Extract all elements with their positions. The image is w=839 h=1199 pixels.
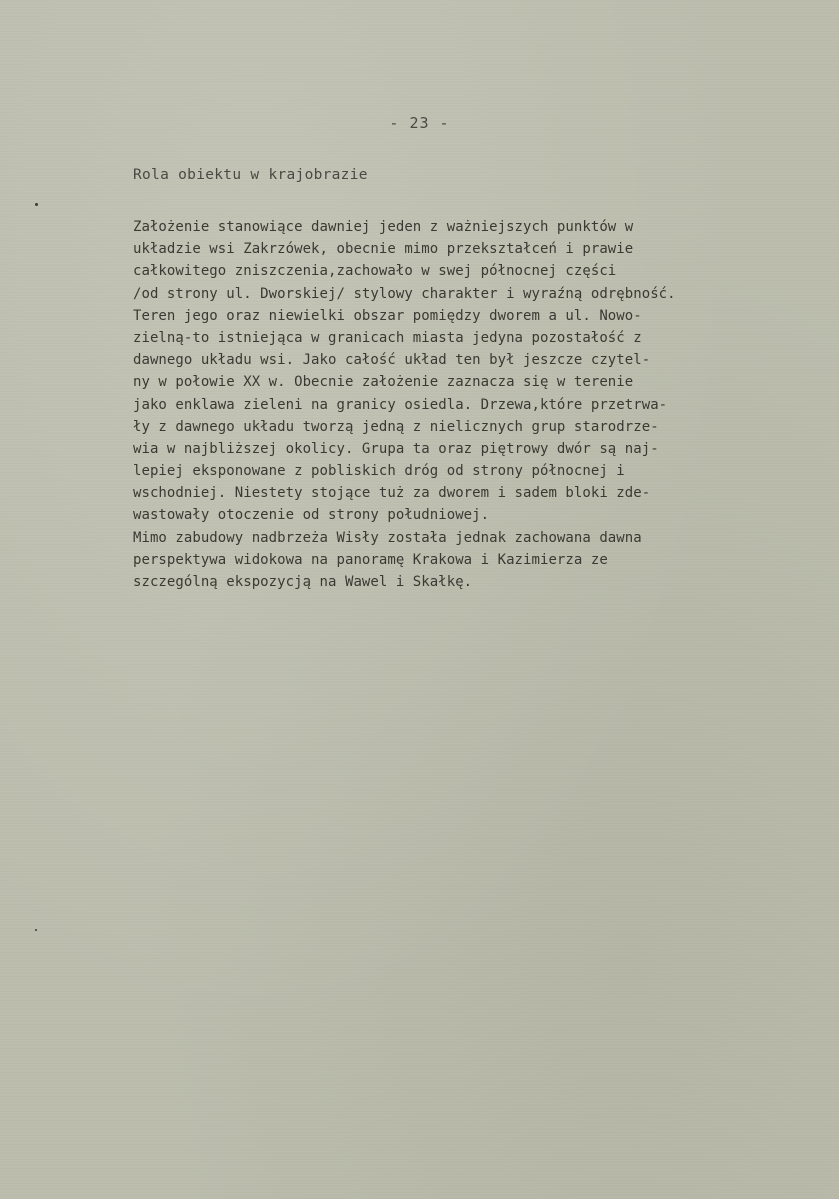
text-line: ły z dawnego układu tworzą jedną z nielicznych grup starodrze- [133, 418, 659, 435]
text-line: jako enklawa zieleni na granicy osiedla. Drzewa,które przetrwa- [133, 396, 668, 413]
text-line: /od strony ul. Dworskiej/ stylowy charakter i wyraźną odrębność. [133, 285, 676, 302]
text-line: ny w połowie XX w. Obecnie założenie zaznacza się w terenie [133, 374, 634, 391]
body-text [133, 216, 813, 593]
text-line: Mimo zabudowy nadbrzeża Wisły została jednak zachowana dawna [133, 529, 642, 546]
text-line: Założenie stanowiące dawniej jeden z ważniejszych punktów w [133, 219, 634, 235]
text-line: wia w najbliższej okolicy. Grupa ta oraz piętrowy dwór są naj- [133, 440, 659, 457]
text-line: lepiej eksponowane z pobliskich dróg od strony północnej i [133, 463, 625, 480]
text-line: układzie wsi Zakrzówek, obecnie mimo przekształceń i prawie [133, 241, 634, 258]
page-number: - 23 - [389, 114, 450, 132]
text-line: Teren jego oraz niewielki obszar pomiędzy dworem a ul. Nowo- [133, 307, 642, 324]
text-line: wschodniej. Niestety stojące tuż za dworem i sadem bloki zde- [133, 485, 651, 502]
section-heading: Rola obiektu w krajobrazie [133, 167, 368, 183]
text-line: szczególną ekspozycją na Wawel i Skałkę. [133, 574, 473, 590]
text-line: dawnego układu wsi. Jako całość układ ten był jeszcze czytel- [133, 352, 651, 369]
margin-dot [35, 203, 38, 206]
margin-dot [35, 929, 37, 931]
text-line: całkowitego zniszczenia,zachowało w swej północnej części [133, 263, 617, 280]
text-line: zielną-to istniejąca w granicach miasta jedyna pozostałość z [133, 329, 642, 346]
text-line: perspektywa widokowa na panoramę Krakowa i Kazimierza ze [133, 551, 608, 568]
text-line: wastowały otoczenie od strony południowej. [133, 507, 490, 524]
